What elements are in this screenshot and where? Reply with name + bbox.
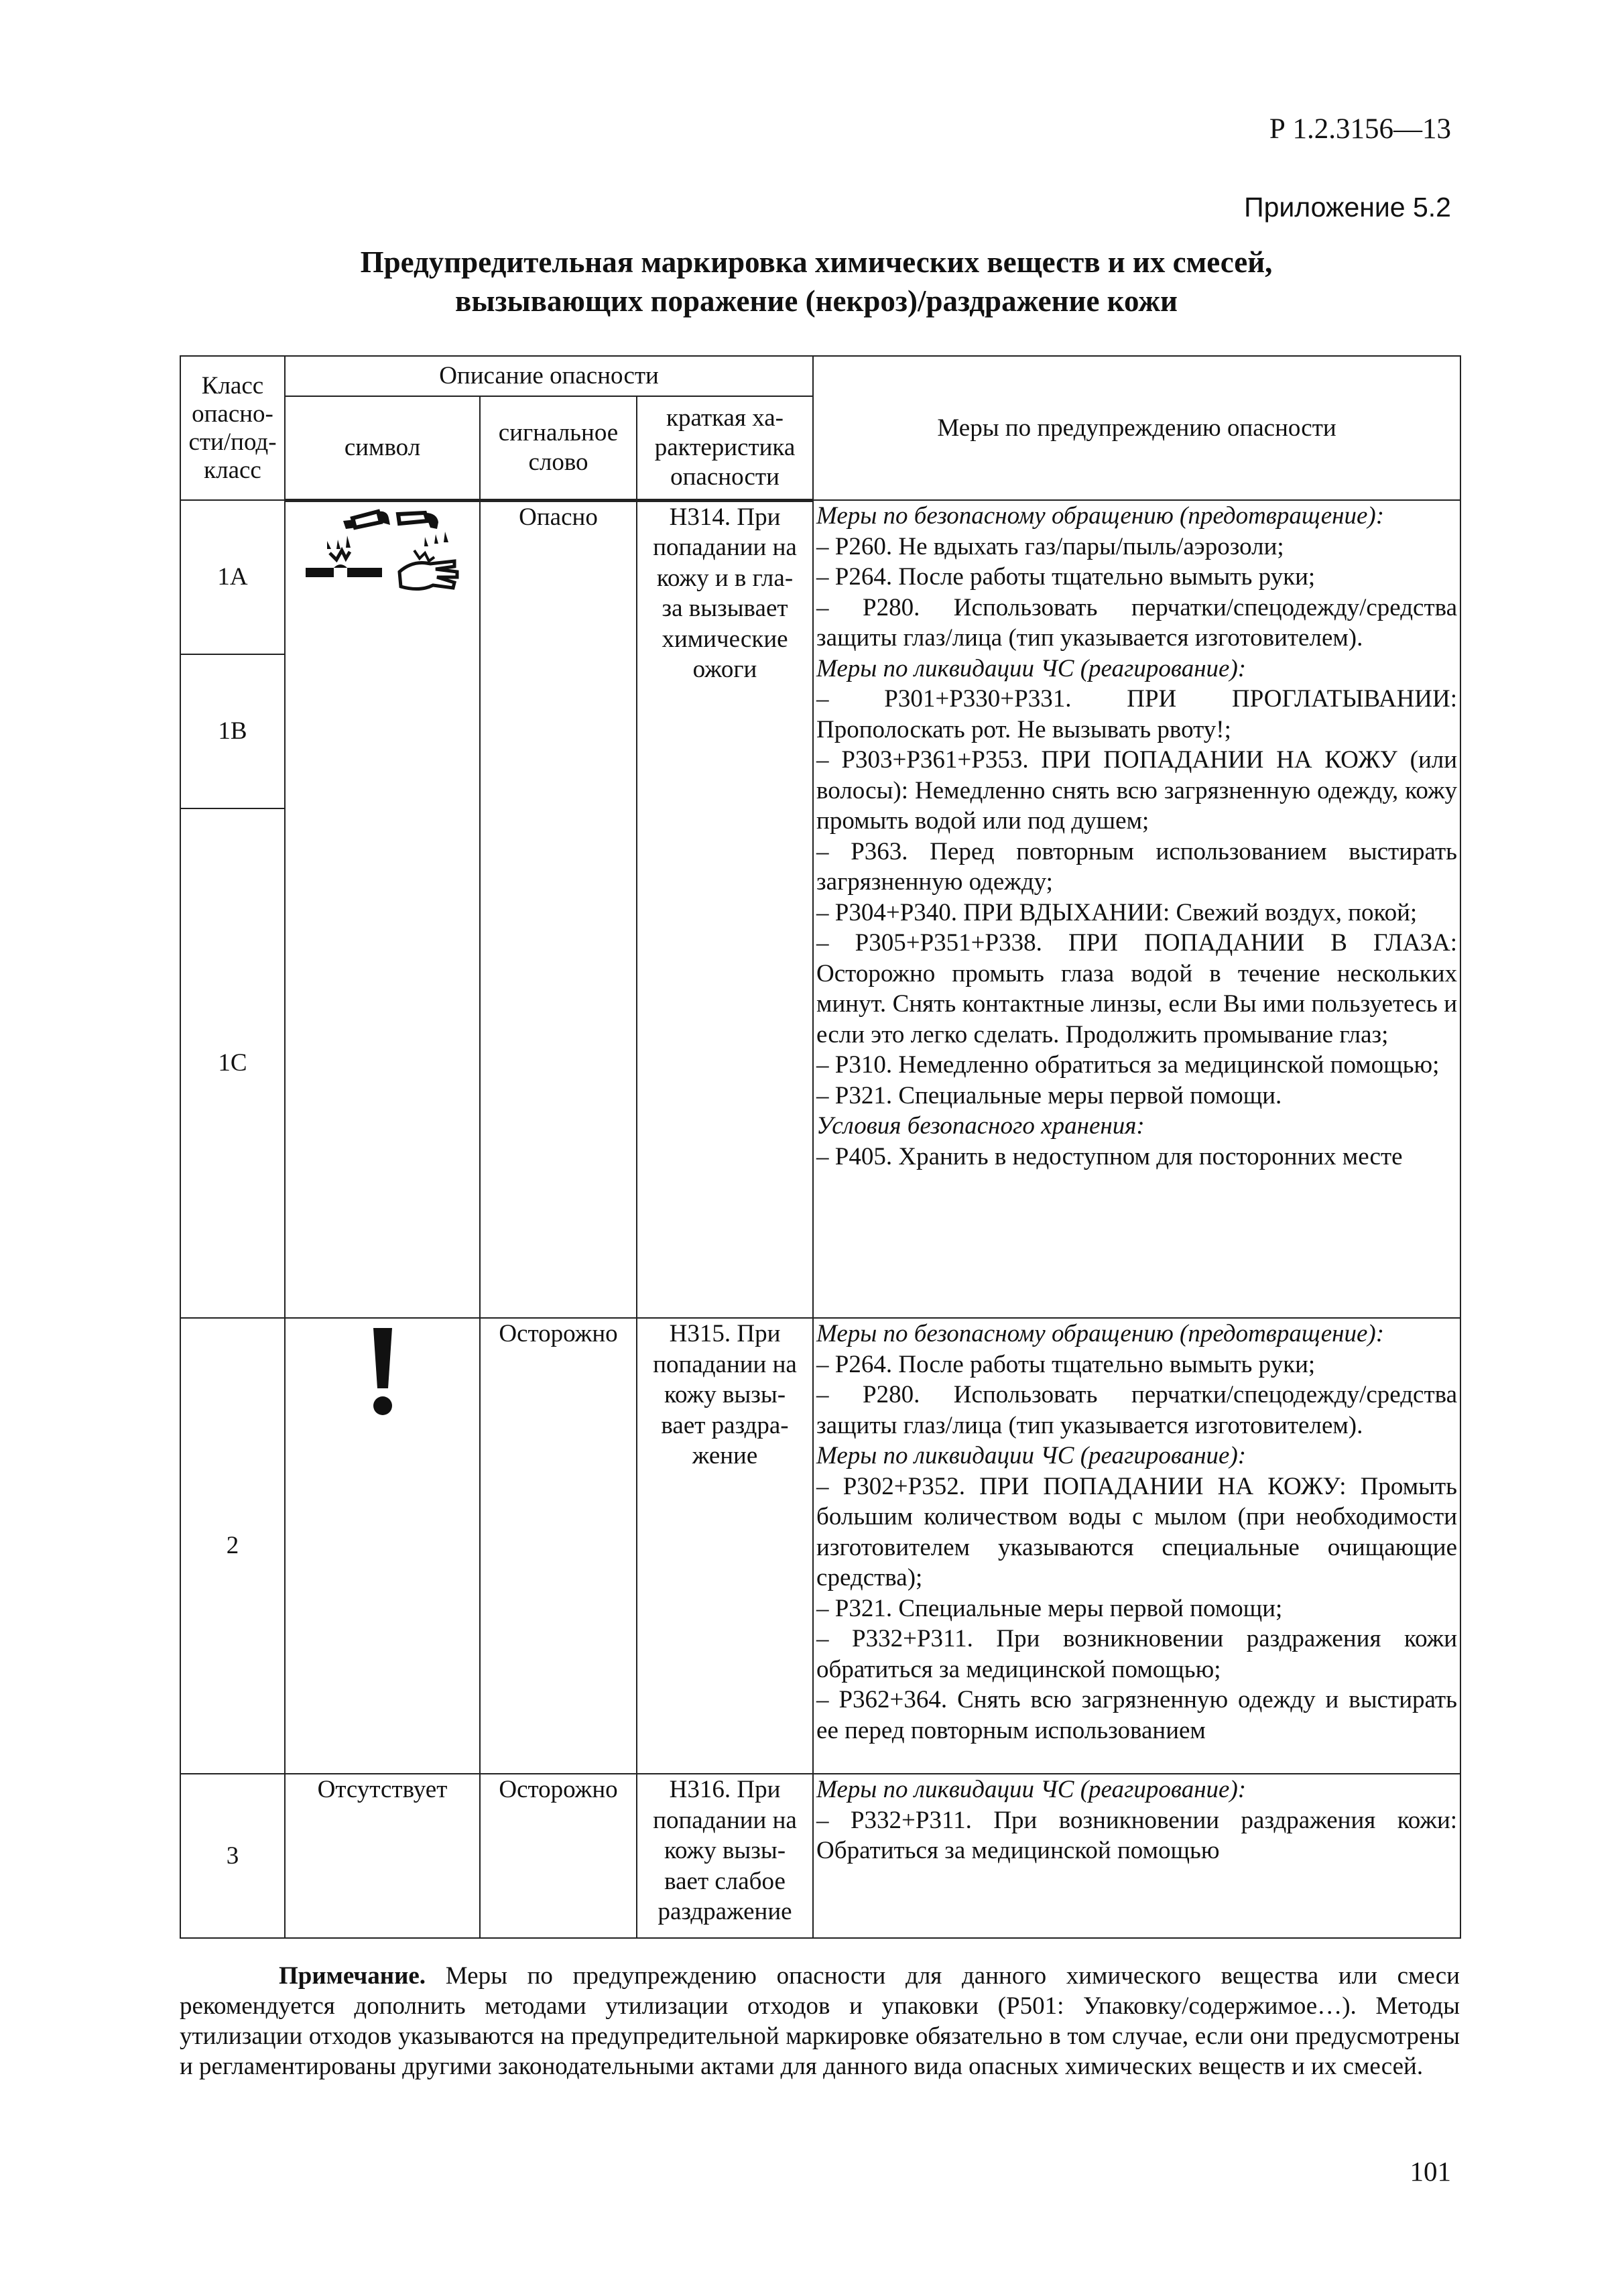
measure-heading: Меры по ликвидации ЧС (реагирование): [816,1442,1247,1469]
signal-word-cell: Опасно [480,500,637,1318]
brief-line: жение [692,1442,758,1469]
brief-line: попадании на [653,1350,797,1378]
measure-heading: Меры по ликвидации ЧС (реагирование): [816,654,1247,682]
header-brief-line: краткая ха- [666,404,784,432]
header-brief-line: опасности [670,463,779,491]
measure-item: – P280. Использовать перчатки/спецодежду/средства защиты глаз/лица (тип указывается изготовителем). [816,1381,1458,1439]
measure-heading: Условия безопасного хранения: [816,1112,1145,1140]
header-signal-line: слово [528,448,588,476]
note-paragraph [180,1961,1460,2081]
brief-line: кожу вызы- [664,1381,786,1408]
header-signal-word [480,396,637,500]
brief-cell [637,1774,813,1938]
class-cell: 1B [180,654,285,808]
symbol-cell: Отсутствует [285,1774,480,1938]
measure-item: – P264. После работы тщательно вымыть руки; [816,1350,1316,1378]
page-number: 101 [1410,2156,1451,2187]
title-line-1: Предупредительная маркировка химических веществ и их смесей, [360,245,1273,279]
measure-item: – P332+P311. При возникновении раздражения кожи: Обратиться за медицинской помощью [816,1806,1458,1864]
measure-item: – P363. Перед повторным использованием выстирать загрязненную одежду; [816,837,1458,896]
brief-line: H314. При [669,503,781,531]
header-class-line: опасно- [192,400,273,428]
header-class-line: класс [204,456,261,484]
signal-word-cell: Осторожно [480,1318,637,1774]
class-cell: 2 [180,1318,285,1774]
page-title [180,243,1453,320]
symbol-cell [285,500,480,1318]
table-header-row-1 [180,356,1460,396]
brief-line: ожоги [692,656,757,683]
measure-item: – P302+P352. ПРИ ПОПАДАНИИ НА КОЖУ: Промыть большим количеством воды с мылом (при необходимости изготовителем указываются специальные очищающие средства); [816,1472,1458,1591]
measure-item: – P405. Хранить в недоступном для посторонних месте [816,1142,1403,1170]
table-row [180,500,1460,654]
brief-line: вает раздра- [661,1411,789,1439]
measure-item: – P305+P351+P338. ПРИ ПОПАДАНИИ В ГЛАЗА: Осторожно промыть глаза водой в течение нескольких минут. Снять контактные линзы, если Вы ими пользуетесь и если это легко сделать. Продолжить промывание глаз; [816,929,1458,1048]
measure-heading: Меры по безопасному обращению (предотвращение): [816,502,1385,530]
header-class-line: сти/под- [188,428,277,456]
signal-word-cell: Осторожно [480,1774,637,1938]
class-cell: 1C [180,808,285,1318]
brief-line: кожу и в гла- [656,564,794,592]
note-label: Примечание. [279,1962,426,1990]
header-class [180,356,285,500]
brief-line: химические [662,625,788,653]
measure-item: – P310. Немедленно обратиться за медицинской помощью; [816,1051,1440,1079]
note-text: Меры по предупреждению опасности для данного химического вещества или смеси рекомендуется дополнить методами утилизации отходов и упаковки (P501: Упаковку/содержимое…). Методы утилизации отходов указываются на предупредительной маркировке обязательно в том случае, если они предусмотрены и регламентированы другими законодательными актами для данного вида опасных химических веществ и их смесей. [180,1962,1460,2080]
corrosion-icon [299,507,466,601]
measure-item: – P260. Не вдыхать газ/пары/пыль/аэрозоли; [816,532,1284,560]
brief-line: за вызывает [662,595,788,622]
brief-line: H315. При [669,1320,781,1347]
brief-line: H316. При [669,1776,781,1803]
measure-item: – P280. Использовать перчатки/спецодежду/средства защиты глаз/лица (тип указывается изготовителем). [816,593,1458,652]
title-line-2: вызывающих поражение (некроз)/раздражение кожи [455,284,1178,318]
measure-heading: Меры по безопасному обращению (предотвращение): [816,1320,1385,1347]
table-row [180,1318,1460,1774]
header-measures: Меры по предупреждению опасности [813,356,1460,500]
brief-cell [637,1318,813,1774]
measure-item: – P264. После работы тщательно вымыть руки; [816,563,1316,591]
header-class-line: Класс [201,371,264,400]
brief-line: вает слабое [664,1867,786,1895]
appendix-label: Приложение 5.2 [1244,192,1451,223]
document-code: Р 1.2.3156—13 [1269,113,1451,145]
measure-item: – P362+364. Снять всю загрязненную одежду и выстирать ее перед повторным использованием [816,1686,1458,1744]
measure-item: – P321. Специальные меры первой помощи. [816,1081,1282,1109]
measure-item: – P303+P361+P353. ПРИ ПОПАДАНИИ НА КОЖУ (или волосы): Немедленно снять всю загрязненную одежду, кожу промыть водой или под душем; [816,746,1458,835]
brief-line: кожу вызы- [664,1837,786,1864]
header-signal-line: сигнальное [498,418,619,446]
measure-item: – P332+P311. При возникновении раздражения кожи обратиться за медицинской помощью; [816,1625,1458,1683]
header-symbol: символ [285,396,480,500]
measures-cell [813,1774,1460,1938]
table-row [180,1774,1460,1938]
class-cell: 1A [180,500,285,654]
measures-cell [813,1318,1460,1774]
measures-cell [813,500,1460,1318]
header-brief-line: рактеристика [654,433,796,461]
header-brief [637,396,813,500]
brief-line: раздражение [658,1898,792,1925]
measure-item: – P301+P330+P331. ПРИ ПРОГЛАТЫВАНИИ: Прополоскать рот. Не вызывать рвоту!; [816,685,1458,743]
hazard-table [180,355,1461,1939]
brief-cell [637,500,813,1318]
measure-item: – P304+P340. ПРИ ВДЫХАНИИ: Свежий воздух, покой; [816,898,1418,926]
class-cell: 3 [180,1774,285,1938]
exclamation-mark-icon [363,1323,403,1423]
symbol-cell [285,1318,480,1774]
measure-heading: Меры по ликвидации ЧС (реагирование): [816,1776,1247,1803]
header-description: Описание опасности [285,356,813,396]
brief-line: попадании на [653,1806,797,1834]
measure-item: – P321. Специальные меры первой помощи; [816,1594,1283,1622]
brief-line: попадании на [653,534,797,561]
